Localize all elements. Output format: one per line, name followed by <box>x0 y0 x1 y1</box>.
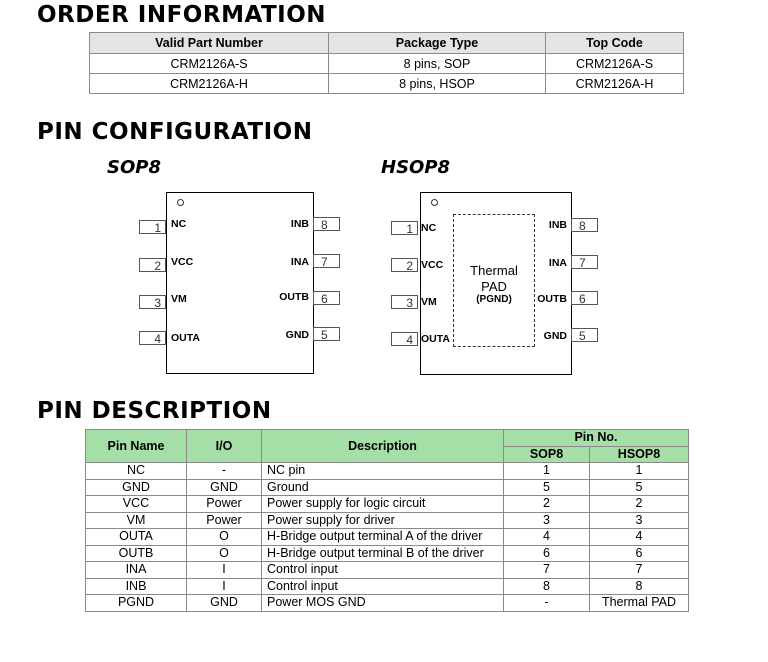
pin-cell: 3 <box>504 512 590 529</box>
order-header-row <box>90 33 684 54</box>
table-row <box>86 529 689 546</box>
hsop8-pin-name: GND <box>543 330 567 342</box>
pin-header-io: I/O <box>187 430 262 463</box>
sop8-pin-number: 4 <box>139 331 166 345</box>
pin-cell: 7 <box>504 562 590 579</box>
pin-cell: I <box>187 578 262 595</box>
order-cell: CRM2126A-S <box>546 54 684 74</box>
pin-cell: 5 <box>590 479 689 496</box>
pin-cell: O <box>187 529 262 546</box>
hsop8-pin-number: 4 <box>391 332 418 346</box>
pin-cell: PGND <box>86 595 187 612</box>
pin-cell: GND <box>86 479 187 496</box>
thermal-pad-label: (PGND) <box>476 294 512 305</box>
hsop8-pin-name: NC <box>421 222 437 234</box>
pin-cell: OUTA <box>86 529 187 546</box>
hsop8-pin-name: VCC <box>421 259 444 271</box>
pin-cell: I <box>187 562 262 579</box>
sop8-pin-name: NC <box>171 218 187 230</box>
pin-cell: O <box>187 545 262 562</box>
pin-cell: Control input <box>262 578 504 595</box>
pin-cell: GND <box>187 595 262 612</box>
pin1-marker-dot <box>177 199 184 206</box>
pin-cell: OUTB <box>86 545 187 562</box>
sop8-pin-name: INB <box>290 218 309 230</box>
sop8-pin-name: OUTB <box>279 291 309 303</box>
pin-cell: 8 <box>504 578 590 595</box>
pin-cell: Ground <box>262 479 504 496</box>
pin-header-pin-no: Pin No. <box>504 430 689 447</box>
table-row <box>86 578 689 595</box>
hsop8-pin-number: 8 <box>571 218 598 232</box>
sop8-pin-name: OUTA <box>171 332 200 344</box>
sop8-pin-name: GND <box>285 329 309 341</box>
hsop8-pin-number: 1 <box>391 221 418 235</box>
pin-cell: H-Bridge output terminal B of the driver <box>262 545 504 562</box>
pin-header-hsop8: HSOP8 <box>590 446 689 463</box>
pin-cell: 5 <box>504 479 590 496</box>
pin-cell: 8 <box>590 578 689 595</box>
pin-header-sop8: SOP8 <box>504 446 590 463</box>
sop8-label: SOP8 <box>107 157 161 178</box>
hsop8-label: HSOP8 <box>381 157 451 178</box>
sop8-pin-number: 2 <box>139 258 166 272</box>
hsop8-pin-number: 6 <box>571 291 598 305</box>
thermal-pad-label: Thermal <box>470 263 518 278</box>
table-row <box>86 479 689 496</box>
pin-cell: VM <box>86 512 187 529</box>
pin-cell: H-Bridge output terminal A of the driver <box>262 529 504 546</box>
pin-cell: - <box>504 595 590 612</box>
order-header-part: Valid Part Number <box>90 33 329 54</box>
sop8-pin-number: 7 <box>313 254 340 268</box>
pin-cell: Power MOS GND <box>262 595 504 612</box>
pin-cell: Control input <box>262 562 504 579</box>
sop8-pin-name: VM <box>171 293 187 305</box>
order-cell: 8 pins, SOP <box>329 54 546 74</box>
pin1-marker-dot <box>431 199 438 206</box>
hsop8-pin-name: INA <box>548 257 567 269</box>
pin-cell: 6 <box>590 545 689 562</box>
hsop8-pin-name: OUTB <box>537 293 567 305</box>
pin-cell: 2 <box>504 496 590 513</box>
table-row <box>86 545 689 562</box>
sop8-pin-number: 6 <box>313 291 340 305</box>
hsop8-pin-name: VM <box>421 296 437 308</box>
order-information-heading: ORDER INFORMATION <box>37 2 327 28</box>
sop8-pin-number: 5 <box>313 327 340 341</box>
table-row <box>86 512 689 529</box>
hsop8-pin-name: INB <box>548 219 567 231</box>
order-header-topcode: Top Code <box>546 33 684 54</box>
table-row <box>86 463 689 480</box>
pin-cell: INA <box>86 562 187 579</box>
pin-cell: 7 <box>590 562 689 579</box>
sop8-pin-name: INA <box>290 256 309 268</box>
sop8-pin-number: 3 <box>139 295 166 309</box>
order-table <box>89 32 684 94</box>
pin-cell: Power supply for driver <box>262 512 504 529</box>
pin-header-row <box>86 430 689 447</box>
table-row <box>86 595 689 612</box>
pin-cell: - <box>187 463 262 480</box>
hsop8-pin-number: 2 <box>391 258 418 272</box>
table-row <box>86 496 689 513</box>
sop8-pin-name: VCC <box>171 256 194 268</box>
pin-cell: 3 <box>590 512 689 529</box>
pin-description-table <box>85 429 689 612</box>
pin-cell: Power <box>187 496 262 513</box>
table-row <box>86 562 689 579</box>
pin-cell: 6 <box>504 545 590 562</box>
order-row <box>90 74 684 94</box>
sop8-pin-number: 1 <box>139 220 166 234</box>
hsop8-pin-number: 5 <box>571 328 598 342</box>
pin-cell: 1 <box>504 463 590 480</box>
order-cell: CRM2126A-S <box>90 54 329 74</box>
order-cell: CRM2126A-H <box>90 74 329 94</box>
order-cell: 8 pins, HSOP <box>329 74 546 94</box>
pin-header-name: Pin Name <box>86 430 187 463</box>
hsop8-pin-number: 7 <box>571 255 598 269</box>
thermal-pad-label: PAD <box>481 279 507 294</box>
pin-cell: GND <box>187 479 262 496</box>
pin-cell: Thermal PAD <box>590 595 689 612</box>
pin-cell: NC <box>86 463 187 480</box>
pin-cell: 1 <box>590 463 689 480</box>
order-row <box>90 54 684 74</box>
pin-description-heading: PIN DESCRIPTION <box>37 398 272 424</box>
pin-cell: 2 <box>590 496 689 513</box>
pin-cell: INB <box>86 578 187 595</box>
pin-cell: 4 <box>590 529 689 546</box>
pin-cell: Power supply for logic circuit <box>262 496 504 513</box>
pin-header-description: Description <box>262 430 504 463</box>
sop8-pin-number: 8 <box>313 217 340 231</box>
order-header-package: Package Type <box>329 33 546 54</box>
hsop8-pin-number: 3 <box>391 295 418 309</box>
hsop8-pin-name: OUTA <box>421 333 450 345</box>
pin-cell: Power <box>187 512 262 529</box>
pin-cell: NC pin <box>262 463 504 480</box>
pin-cell: VCC <box>86 496 187 513</box>
order-cell: CRM2126A-H <box>546 74 684 94</box>
pin-configuration-heading: PIN CONFIGURATION <box>37 119 313 145</box>
pin-cell: 4 <box>504 529 590 546</box>
